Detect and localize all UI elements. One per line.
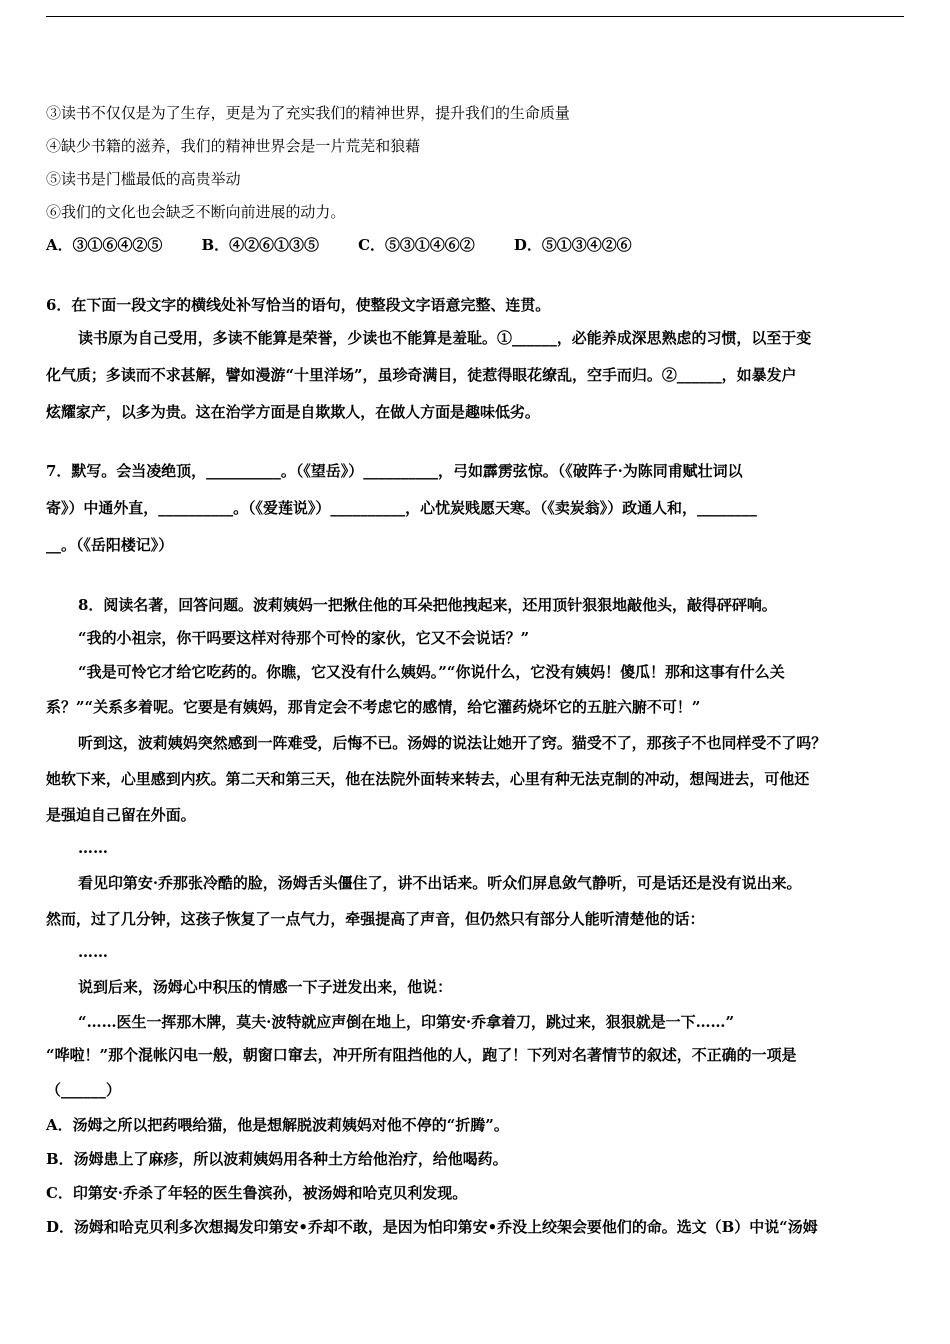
- q5-option-c[interactable]: C．⑤③①④⑥②: [358, 236, 475, 254]
- q8-stem: 8．阅读名著，回答问题。波莉姨妈一把揪住他的耳朵把他拽起来，还用顶针狠狠地敲他头，敲得砰砰响。: [78, 596, 777, 614]
- q6-line-3: 炫耀家产，以多为贵。这在治学方面是自欺欺人，在做人方面是趣味低劣。: [46, 403, 540, 421]
- q8-para-4b: 然而，过了几分钟，这孩子恢复了一点气力，牵强提高了声音，但仍然只有部分人能听清楚他的话：: [46, 910, 705, 928]
- q8-para-3: 听到这，波莉姨妈突然感到一阵难受，后悔不已。汤姆的说法让她开了窍。猫受不了，那孩子不也同样受不了吗？: [78, 734, 827, 752]
- header-rule: [46, 16, 904, 17]
- q8-para-7: “哗啦！”那个混帐闪电一般，朝窗口窜去，冲开所有阻挡他的人，跑了！下列对名著情节的叙述，不正确的一项是: [46, 1046, 797, 1064]
- q7-line-3: __。（《岳阳楼记》）: [46, 536, 174, 554]
- q8-ellipsis-1: ……: [78, 839, 108, 857]
- q8-option-a[interactable]: A．汤姆之所以把药喂给猫，他是想解脱波莉姨妈对他不停的“折腾”。: [46, 1116, 509, 1134]
- q5-item-3: ③读书不仅仅是为了生存，更是为了充实我们的精神世界，提升我们的生命质量: [46, 104, 570, 122]
- q5-item-6: ⑥我们的文化也会缺乏不断向前进展的动力。: [46, 203, 346, 221]
- q5-option-b[interactable]: B．④②⑥①③⑤: [201, 236, 319, 254]
- q7-line-1: 7．默写。会当凌绝顶，__________。（《望岳》）__________，弓如霹雳弦惊。（《破阵子·为陈同甫赋壮词以: [46, 462, 743, 480]
- q8-ellipsis-2: ……: [78, 943, 108, 961]
- q8-para-5: 说到后来，汤姆心中积压的情感一下子迸发出来，他说：: [78, 978, 453, 996]
- q8-para-6: “……医生一挥那木牌，莫夫·波特就应声倒在地上，印第安·乔拿着刀，跳过来，狠狠就是一下……”: [78, 1013, 735, 1031]
- q8-para-1: “我的小祖宗，你干吗要这样对待那个可怜的家伙，它又不会说话？”: [78, 629, 530, 647]
- q6-line-1: 读书原为自己受用，多读不能算是荣誉，少读也不能算是羞耻。①______，必能养成深思熟虑的习惯，以至于变: [78, 329, 812, 347]
- q8-para-2b: 系？”“关系多着呢。它要是有姨妈，那肯定会不考虑它的感情，给它灌药烧坏它的五脏六腑不可！”: [46, 698, 701, 716]
- q5-options: [46, 235, 904, 255]
- q7-line-2: 寄》）中通外直，__________。（《爱莲说》）__________，心忧炭贱愿天寒。（《卖炭翁》）政通人和，________: [46, 499, 757, 517]
- q5-item-5: ⑤读书是门槛最低的高贵举动: [46, 170, 241, 188]
- q6-stem: 6．在下面一段文字的横线处补写恰当的语句，使整段文字语意完整、连贯。: [46, 296, 551, 314]
- q8-option-d[interactable]: D．汤姆和哈克贝利多次想揭发印第安•乔却不敢，是因为怕印第安•乔没上绞架会要他们的命。选文（B）中说“汤姆: [46, 1218, 818, 1236]
- q8-option-b[interactable]: B．汤姆患上了麻疹，所以波莉姨妈用各种土方给他治疗，给他喝药。: [46, 1150, 508, 1168]
- q8-para-2: “我是可怜它才给它吃药的。你瞧，它又没有什么姨妈。”“你说什么，它没有姨妈！傻瓜！那和这事有什么关: [78, 663, 785, 681]
- q5-item-4: ④缺少书籍的滋养，我们的精神世界会是一片荒芜和狼藉: [46, 137, 421, 155]
- q5-option-d[interactable]: D．⑤①③④②⑥: [513, 236, 632, 254]
- q8-para-4: 看见印第安·乔那张冷酷的脸，汤姆舌头僵住了，讲不出话来。听众们屏息敛气静听，可是话还是没有说出来。: [78, 874, 802, 892]
- q8-option-c[interactable]: C．印第安·乔杀了年轻的医生鲁滨孙，被汤姆和哈克贝利发现。: [46, 1184, 468, 1202]
- q6-line-2: 化气质；多读而不求甚解，譬如漫游“十里洋场”，虽珍奇满目，徒惹得眼花缭乱，空手而归。②______，如暴发户: [46, 366, 797, 384]
- q8-para-3b: 她软下来，心里感到内疚。第二天和第三天，他在法院外面转来转去，心里有种无法克制的冲动，想闯进去，可他还: [46, 770, 810, 788]
- q8-para-3c: 是强迫自己留在外面。: [46, 806, 196, 824]
- q8-answer-blank[interactable]: （______）: [46, 1081, 121, 1099]
- q5-option-a[interactable]: A．③①⑥④②⑤: [46, 236, 163, 254]
